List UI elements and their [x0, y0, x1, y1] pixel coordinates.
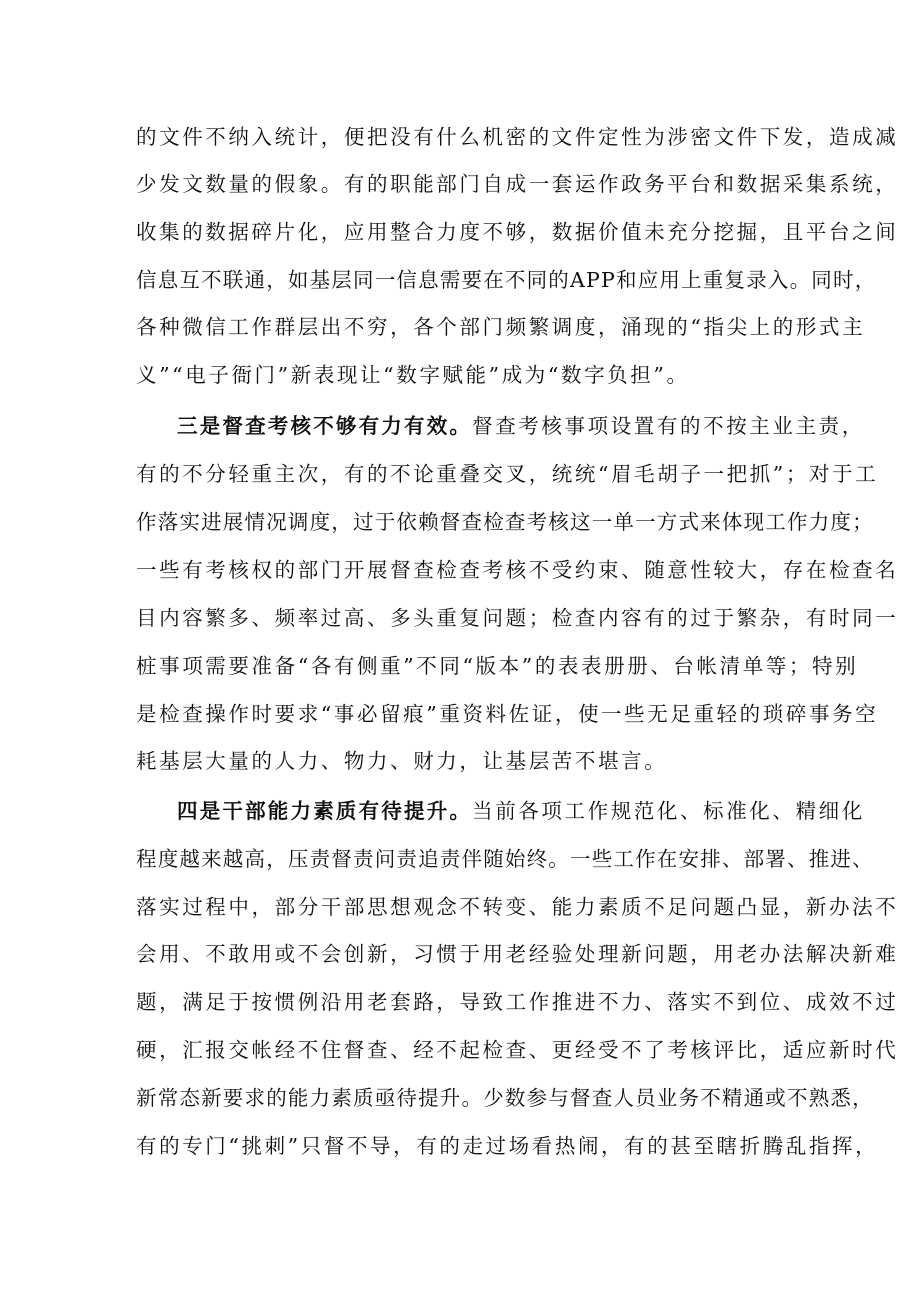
text-line: 是检查操作时要求“事必留痕”重资料佐证，使一些无足重轻的琐碎事务空 — [136, 702, 879, 726]
text-line: 新常态新要求的能力素质亟待提升。少数参与督查人员业务不精通或不熟悉， — [136, 1086, 874, 1110]
paragraph-text: 督查考核事项设置有的不按主业主责， — [472, 414, 865, 438]
text-line: 义”“电子衙门”新表现让“数字赋能”成为“数字负担”。 — [136, 363, 690, 387]
paragraph-heading: 三是督查考核不够有力有效。 — [177, 414, 473, 438]
text-line: 会用、不敢用或不会创新，习惯于用老经验处理新问题，用老办法解决新难 — [136, 942, 899, 966]
text-line: 题，满足于按惯例沿用老套路，导致工作推进不力、落实不到位、成效不过 — [136, 990, 899, 1014]
text-line: 有的专门“挑刺”只督不导，有的走过场看热闹，有的甚至瞎折腾乱指挥， — [136, 1134, 879, 1158]
text-line: 收集的数据碎片化，应用整合力度不够，数据价值未充分挖掘，且平台之间 — [136, 220, 899, 244]
paragraph-first-line — [177, 416, 865, 437]
text-line: 的文件不纳入统计，便把没有什么机密的文件定性为涉密文件下发，造成减 — [136, 125, 899, 149]
text-line: 桩事项需要准备“各有侧重”不同“版本”的表表册册、台帐清单等；特别 — [136, 654, 859, 678]
text-line: 少发文数量的假象。有的职能部门自成一套运作政务平台和数据采集系统， — [136, 172, 899, 196]
text-line: 硬，汇报交帐经不住督查、经不起检查、更经受不了考核评比，适应新时代 — [136, 1038, 899, 1062]
paragraph-heading: 四是干部能力素质有待提升。 — [177, 799, 473, 823]
paragraph-text: 当前各项工作规范化、标准化、精细化 — [472, 799, 865, 823]
text-line: 落实过程中，部分干部思想观念不转变、能力素质不足问题凸显，新办法不 — [136, 895, 899, 919]
paragraph-first-line — [177, 801, 865, 822]
text-line: 作落实进展情况调度，过于依赖督查检查考核这一单一方式来体现工作力度； — [136, 510, 874, 534]
text-line: 有的不分轻重主次，有的不论重叠交叉，统统“眉毛胡子一把抓”；对于工 — [136, 462, 879, 486]
text-line: 信息互不联通，如基层同一信息需要在不同的APP和应用上重复录入。同时， — [136, 268, 877, 292]
text-line: 程度越来越高，压责督责问责追责伴随始终。一些工作在安排、部署、推进、 — [136, 847, 874, 871]
text-line: 各种微信工作群层出不穷，各个部门频繁调度，涌现的“指尖上的形式主 — [136, 315, 866, 339]
text-line: 目内容繁多、频率过高、多头重复问题；检查内容有的过于繁杂，有时同一 — [136, 606, 899, 630]
text-line: 一些有考核权的部门开展督查检查考核不受约束、随意性较大，存在检查名 — [136, 558, 899, 582]
text-line: 耗基层大量的人力、物力、财力，让基层苦不堪言。 — [136, 749, 668, 773]
